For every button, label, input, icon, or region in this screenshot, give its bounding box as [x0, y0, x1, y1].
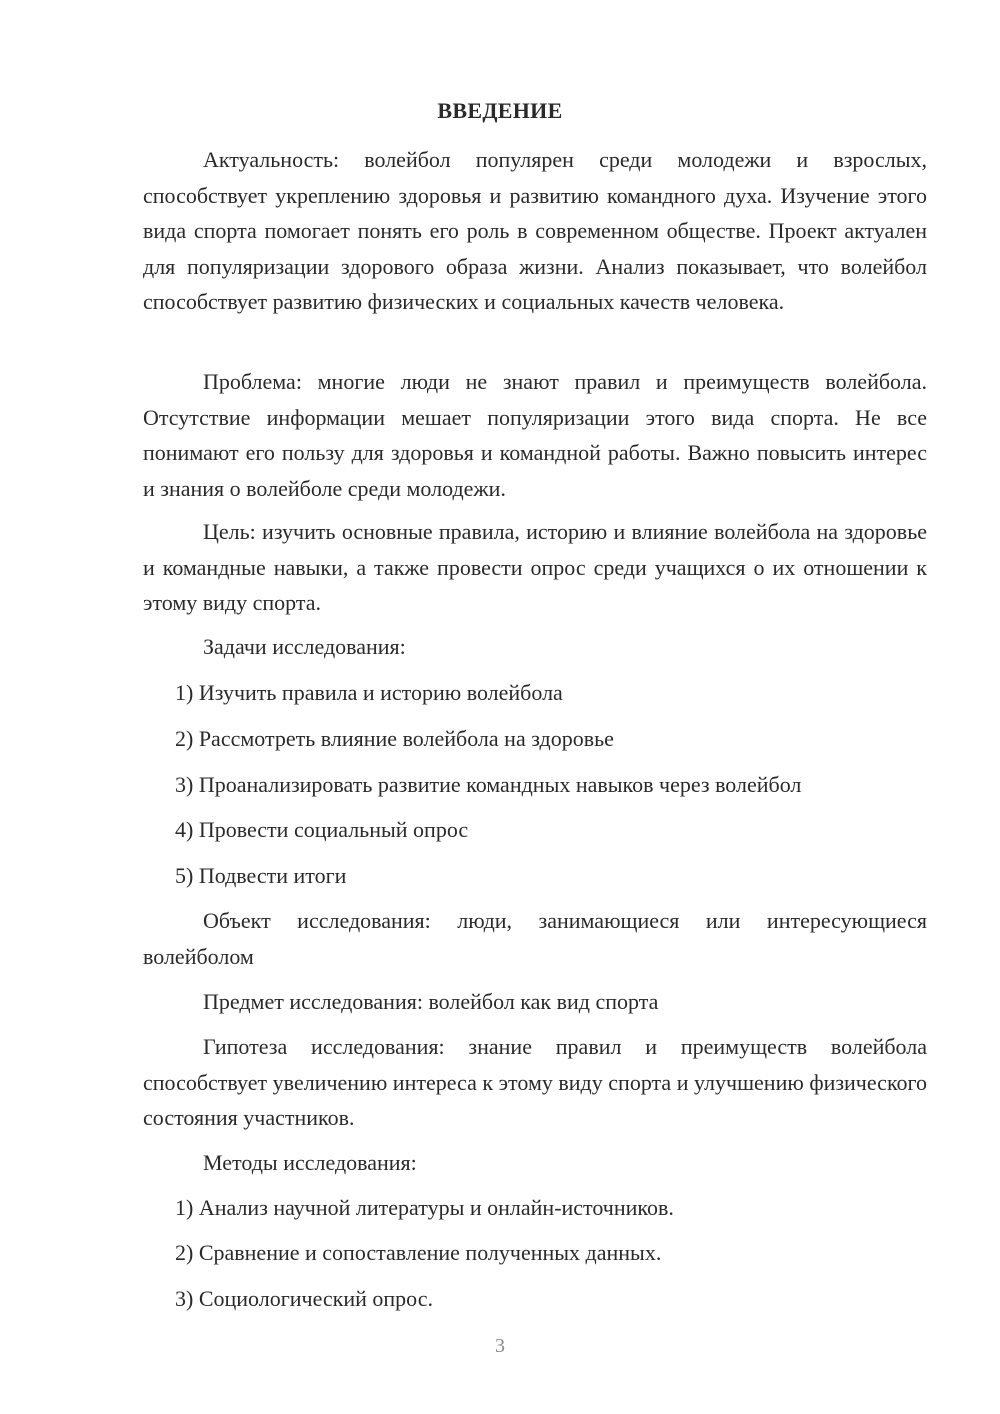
relevance-paragraph: Актуальность: волейбол популярен среди молодежи и взрослых, способствует укреплению здоровья и развитию командного духа. Изучение этого вида спорта помогает понять его роль в современном обществе. Проект актуален для популяризации здорового образа жизни. Анализ показывает, что волейбол способствует развитию физических и социальных качеств человека. — [143, 147, 927, 314]
hypothesis-paragraph: Гипотеза исследования: знание правил и преимуществ волейбола способствует увеличению интереса к этому виду спорта и улучшению физического состояния участников. — [143, 1034, 927, 1130]
tasks-heading: Задачи исследования: — [203, 634, 406, 659]
method-item: 1) Анализ научной литературы и онлайн-источников. — [175, 1195, 674, 1220]
subject-paragraph: Предмет исследования: волейбол как вид спорта — [203, 989, 659, 1014]
goal-paragraph: Цель: изучить основные правила, историю и влияние волейбола на здоровье и командные навыки, а также провести опрос среди учащихся о их отношении к этому виду спорта. — [143, 519, 927, 615]
method-item: 3) Социологический опрос. — [175, 1286, 433, 1311]
task-item: 3) Проанализировать развитие командных навыков через волейбол — [175, 772, 802, 797]
page-title: ВВЕДЕНИЕ — [437, 98, 563, 123]
task-item: 4) Провести социальный опрос — [175, 817, 469, 842]
object-paragraph: Объект исследования: люди, занимающиеся или интересующиеся волейболом — [143, 908, 927, 969]
methods-heading: Методы исследования: — [203, 1150, 417, 1175]
task-item: 2) Рассмотреть влияние волейбола на здоровье — [175, 726, 614, 751]
method-item: 2) Сравнение и сопоставление полученных данных. — [175, 1240, 662, 1265]
task-item: 5) Подвести итоги — [175, 863, 347, 888]
task-item: 1) Изучить правила и историю волейбола — [175, 680, 563, 705]
problem-paragraph: Проблема: многие люди не знают правил и преимуществ волейбола. Отсутствие информации мешает популяризации этого вида спорта. Не все понимают его пользу для здоровья и командной работы. Важно повысить интерес и знания о волейболе среди молодежи. — [143, 369, 927, 501]
page-number: 3 — [495, 1335, 505, 1357]
